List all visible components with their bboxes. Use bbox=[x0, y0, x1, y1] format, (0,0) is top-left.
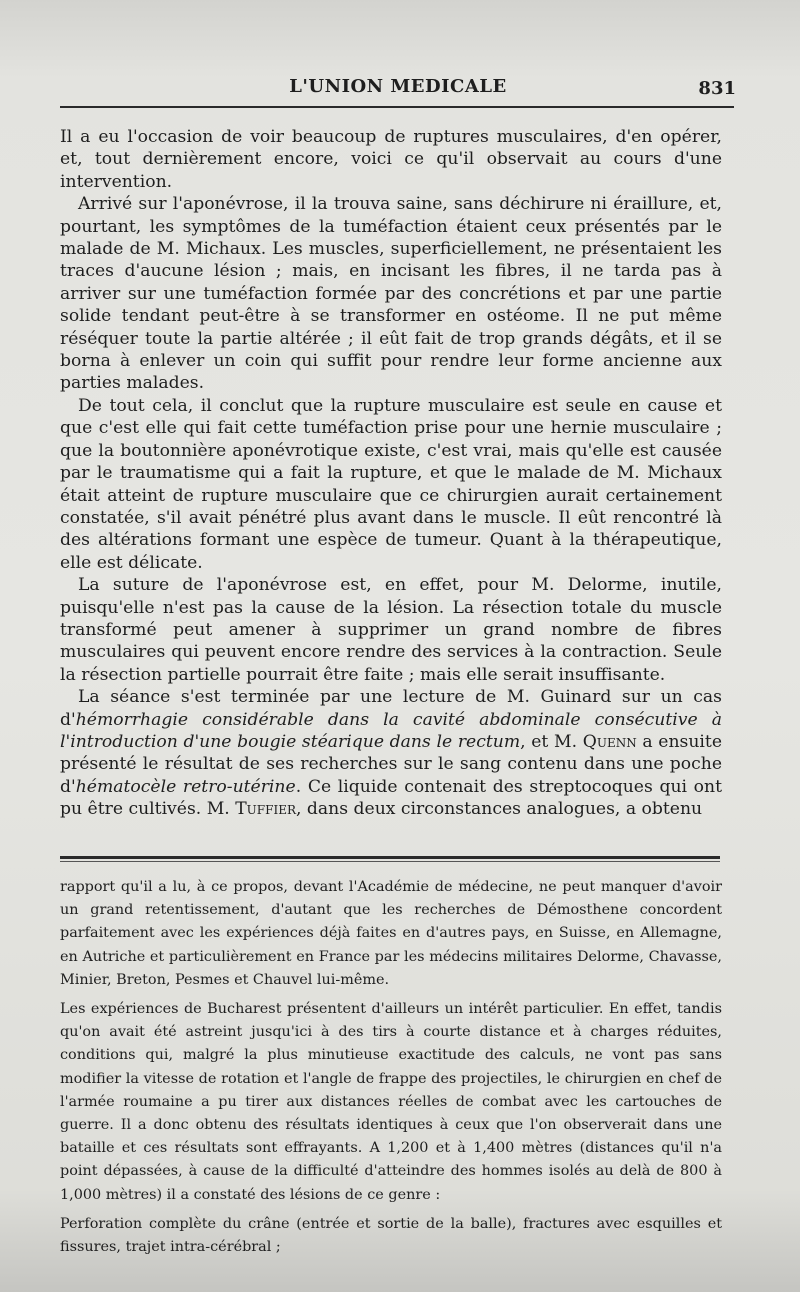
text-run: , dans deux circonstances analogues, a obtenu bbox=[295, 799, 703, 820]
journal-title: L'UNION MEDICALE bbox=[289, 76, 507, 97]
text-run: . Ce liquide contenait des streptocoques qui ont pu être cultivés. M. bbox=[60, 776, 723, 820]
text-run: La séance s'est terminée par une lecture de M. Guinard sur un cas d' bbox=[60, 687, 722, 730]
paragraph-4: La suture de l'aponévrose est, en effet, pour M. Delorme, inutile, puisqu'elle n'est pas la cause de la lésion. La résection totale du muscle transformé peut amener à supprimer un grand nombre de fibres musculaires qui peuvent encore rendre des services à la contraction. Seule la résection partielle pourrait être faite ; mais elle serait insuffisante. bbox=[60, 575, 722, 685]
author-name: Quenn bbox=[582, 731, 637, 752]
main-text bbox=[60, 126, 722, 821]
author-name: Tuffier bbox=[235, 799, 296, 820]
footnote-paragraph-1: rapport qu'il a lu, à ce propos, devant l'Académie de médecine, ne peut manquer d'avoir un grand retentissement, d'autant que les recherches de Démosthene concordent parfaitement avec les expériences déjà faites en d'autres pays, en Suisse, en Allemagne, en Autriche et particulièrement en France par les médecins militaires Delorme, Chavasse, Minier, Breton, Pesmes et Chauvel lui-même. bbox=[60, 879, 722, 988]
header-rule bbox=[60, 106, 734, 108]
footnotes bbox=[60, 876, 722, 1265]
footnote-paragraph-2: Les expériences de Bucharest présentent d'ailleurs un intérêt particulier. En effet, tandis qu'on avait été astreint jusqu'ici à des tirs à courte distance et à charges réduites, conditions qui, malgré la plus minutieuse exactitude des calculs, ne vont pas sans modifier la vitesse de rotation et l'angle de frappe des projectiles, le chirurgien en chef de l'armée roumaine a pu tirer aux distances réelles de combat avec les cartouches de guerre. Il a donc obtenu des résultats identiques à ceux que l'on observerait dans une bataille et ces résultats sont effrayants. A 1,200 et à 1,400 mètres (distances qu'il n'a point dépassées, à cause de la difficulté d'atteindre des hommes isolés au delà de 800 à 1,000 mètres) il a constaté des lésions de ce genre : bbox=[60, 1001, 722, 1203]
paragraph-2: Arrivé sur l'aponévrose, il la trouva saine, sans déchirure ni éraillure, et, pourtant, les symptômes de la tuméfaction étaient ceux présentés par le malade de M. Michaux. Les muscles, superficiellement, ne présentaient les traces d'aucune lésion ; mais, en incisant les fibres, il ne tarda pas à arriver sur une tuméfaction formée par des concrétions et par une partie solide tendant peut-être à se transformer en ostéome. Il ne put même réséquer toute la partie altérée ; il eût fait de trop grands dégâts, et il se borna à enlever un coin qui suffit pour rendre leur forme ancienne aux parties malades. bbox=[60, 194, 722, 394]
paragraph-3: De tout cela, il conclut que la rupture musculaire est seule en cause et que c'est elle qui fait cette tuméfaction prise pour une hernie musculaire ; que la boutonnière aponévrotique existe, c'est vrai, mais qu'elle est causée par le traumatisme qui a fait la rupture, et que le malade de M. Michaux était atteint de rupture musculaire que ce chirurgien aurait certainement constatée, s'il avait pénétré plus avant dans le muscle. Il eût rencontré là des altérations formant une espèce de tumeur. Quant à la thérapeutique, elle est délicate. bbox=[60, 395, 722, 573]
footnote-rule bbox=[60, 856, 720, 859]
italic-term: hématocèle retro-utérine bbox=[75, 776, 296, 797]
italic-title: hémorrhagie considérable dans la cavité abdominale consécutive à l'introduction d'une bougie stéarique dans le rectum bbox=[60, 709, 722, 752]
running-header bbox=[60, 76, 736, 106]
text-run: , et M. bbox=[520, 731, 583, 752]
paragraph-5 bbox=[60, 686, 722, 820]
paragraph-1: Il a eu l'occasion de voir beaucoup de ruptures musculaires, d'en opérer, et, tout dernièrement encore, voici ce qu'il observait au cours d'une intervention. bbox=[60, 127, 722, 192]
footnote-paragraph-3: Perforation complète du crâne (entrée et sortie de la balle), fractures avec esquilles et fissures, trajet intra-cérébral ; bbox=[60, 1215, 722, 1256]
text-run: a ensuite présenté le résultat de ses recherches sur le sang contenu dans une poche d' bbox=[60, 731, 722, 797]
page-number: 831 bbox=[698, 78, 736, 99]
footnote-rule-thin bbox=[60, 861, 720, 862]
